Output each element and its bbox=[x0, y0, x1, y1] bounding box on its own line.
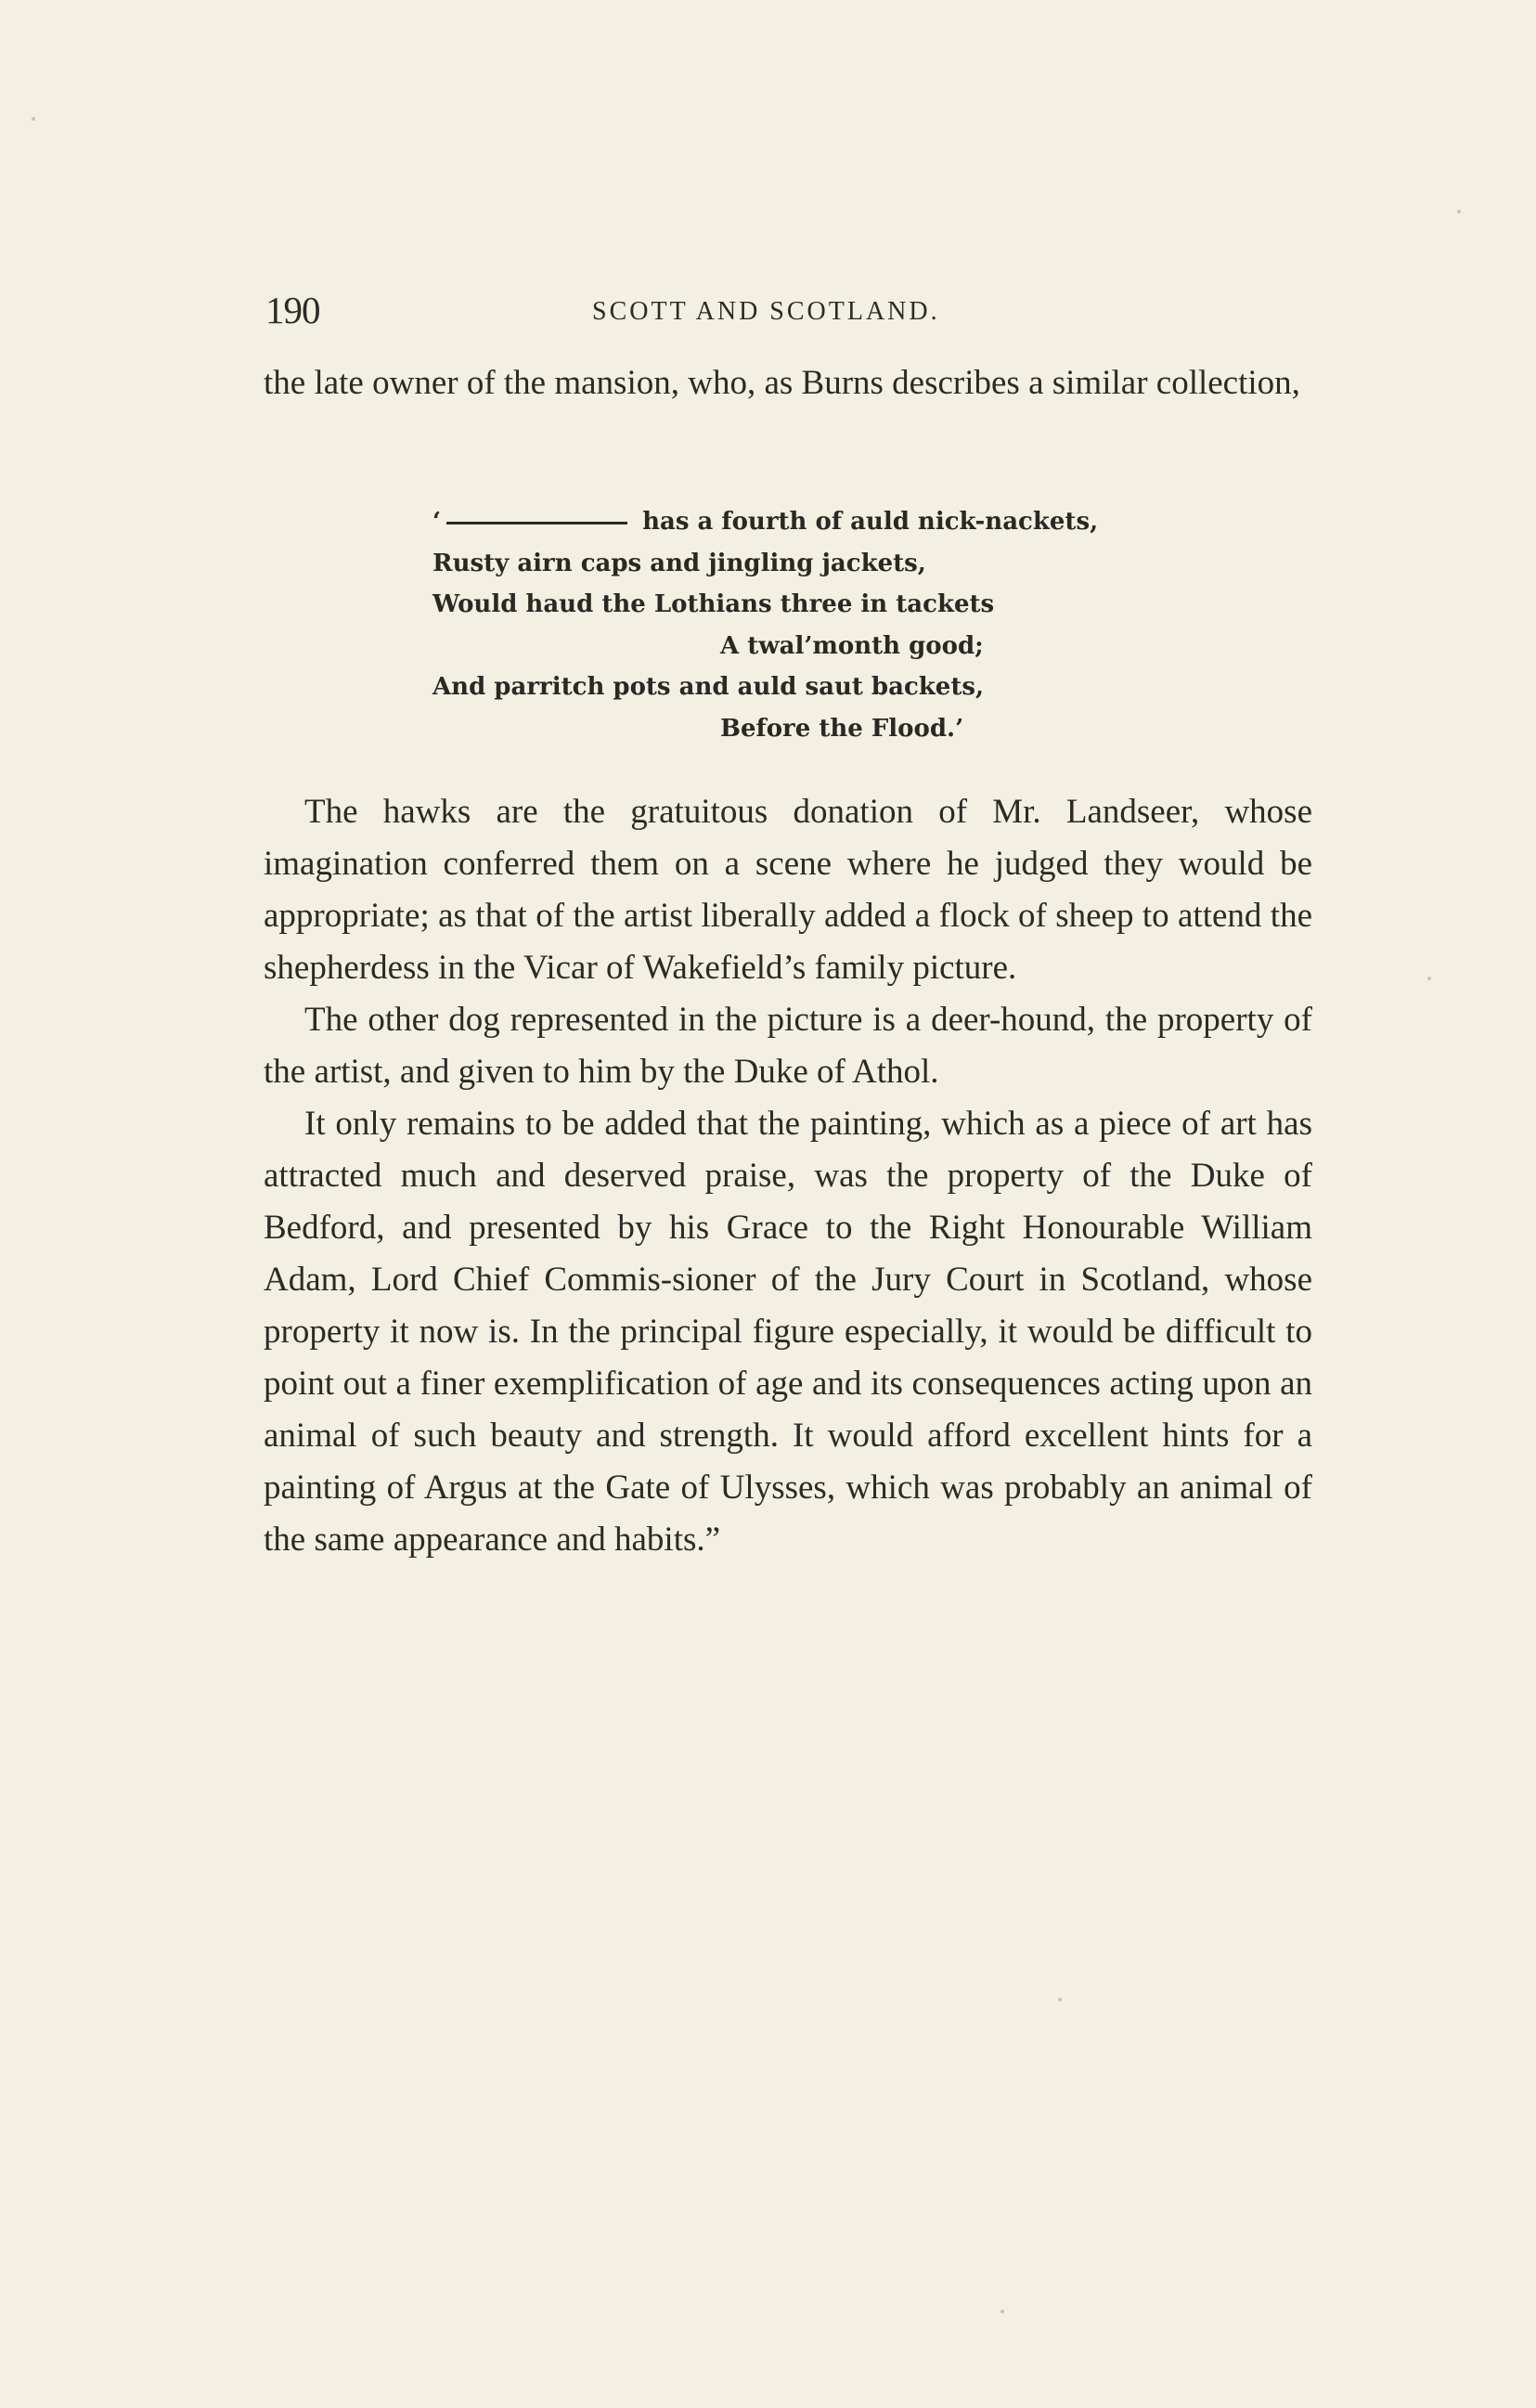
verse-line-text: has a fourth of auld nick-nackets, bbox=[642, 508, 1099, 536]
paper-speck bbox=[1000, 2310, 1004, 2313]
page-number: 190 bbox=[265, 289, 320, 331]
verse-line: Before the Flood.’ bbox=[720, 714, 964, 743]
verse-line: Rusty airn caps and jingling jackets, bbox=[432, 549, 926, 577]
verse-open-quote: ‘ bbox=[432, 508, 442, 536]
paragraph: The other dog represented in the picture is a deer-hound, the property of the artist, and given to him by the Duke of Athol. bbox=[264, 1001, 1312, 1091]
dash-rule bbox=[446, 522, 627, 524]
opening-text: the late owner of the mansion, who, as Burns describes a similar collection, bbox=[264, 364, 1300, 402]
paper-speck bbox=[1427, 977, 1431, 980]
paragraph: It only remains to be added that the painting, which as a piece of art has attracted much and deserved praise, was the property of the Duke of Bedford, and presented by his Grace to the Right Honourable William Adam, Lord Chief Commis-sioner of the Jury Court in Scotland, whose property it now is. In the principal figure especially, it would be difficult to point out a finer exemplification of age and its consequences acting upon an animal of such beauty and strength. It would afford excellent hints for a painting of Argus at the Gate of Ulysses, which was probably an animal of the same appearance and habits.” bbox=[264, 1105, 1312, 1559]
paper-speck bbox=[32, 117, 35, 121]
verse-line bbox=[432, 501, 1138, 543]
paper-speck bbox=[1058, 1998, 1062, 2001]
verse-line: Would haud the Lothians three in tackets bbox=[432, 590, 995, 618]
verse-quotation bbox=[432, 501, 1138, 749]
running-head bbox=[265, 282, 1314, 338]
opening-paragraph bbox=[264, 357, 1312, 409]
verse-line: A twal’month good; bbox=[720, 631, 984, 660]
verse-line: And parritch pots and auld saut backets, bbox=[432, 673, 985, 701]
paper-speck bbox=[1457, 210, 1461, 214]
running-title: SCOTT AND SCOTLAND. bbox=[592, 297, 940, 326]
body-text bbox=[264, 786, 1312, 1566]
paragraph: The hawks are the gratuitous donation of Mr. Landseer, whose imagination conferred them on a scene where he judged they would be appropriate; as that of the artist liberally added a flock of sheep to attend the shepherdess in the Vicar of Wakefield’s family picture. bbox=[264, 793, 1312, 987]
